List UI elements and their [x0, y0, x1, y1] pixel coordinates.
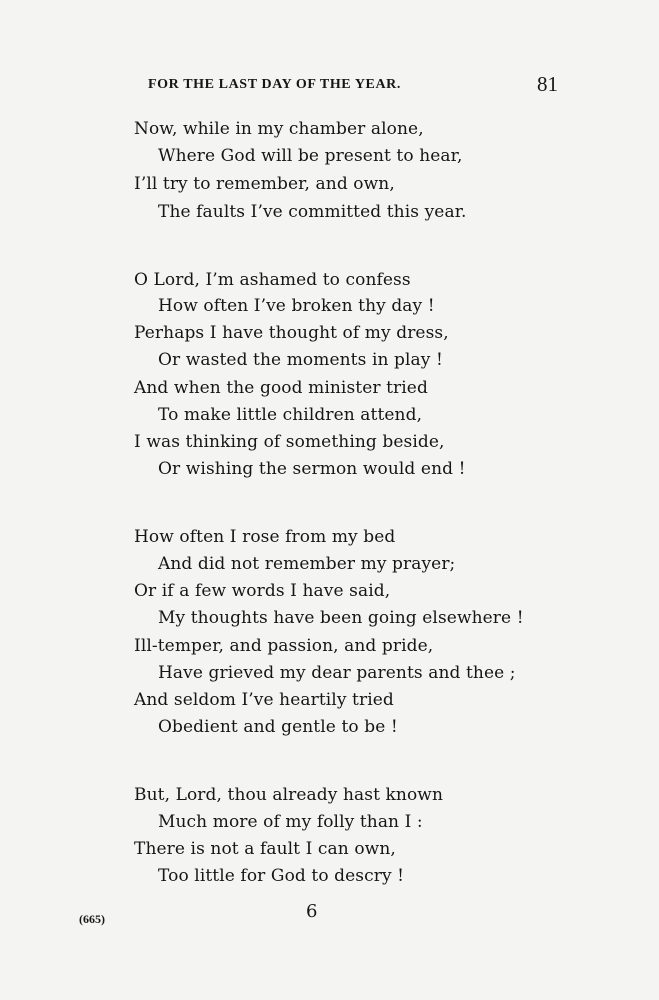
- poem-line: And seldom I’ve heartily tried: [134, 690, 394, 710]
- poem-line: And did not remember my prayer;: [158, 554, 456, 574]
- poem-line: And when the good minister tried: [134, 378, 428, 398]
- poem-line: There is not a fault I can own,: [134, 839, 396, 859]
- poem-line: Have grieved my dear parents and thee ;: [158, 663, 516, 683]
- poem-line: Where God will be present to hear,: [158, 146, 463, 166]
- poem-line: The faults I’ve committed this year.: [158, 202, 467, 222]
- running-header: FOR THE LAST DAY OF THE YEAR.: [148, 77, 401, 92]
- page-number: 81: [537, 72, 558, 96]
- poem-line: I’ll try to remember, and own,: [134, 174, 395, 194]
- poem-line: To make little children attend,: [158, 405, 423, 425]
- poem-line: Much more of my folly than I :: [158, 812, 423, 832]
- poem-line: Obedient and gentle to be !: [158, 717, 398, 737]
- poem-line: I was thinking of something beside,: [134, 432, 445, 452]
- poem-line: Ill-temper, and passion, and pride,: [134, 636, 434, 656]
- poem-line: Or wishing the sermon would end !: [158, 459, 466, 479]
- poem-line: Or wasted the moments in play !: [158, 350, 443, 370]
- poem-line: Too little for God to descry !: [158, 866, 405, 886]
- poem-line: How often I’ve broken thy day !: [158, 296, 435, 316]
- poem-line: Now, while in my chamber alone,: [134, 119, 424, 139]
- signature-mark: 6: [306, 901, 318, 922]
- printer-signature-code: (665): [79, 912, 105, 926]
- poem-line: My thoughts have been going elsewhere !: [158, 608, 524, 628]
- poem-line: But, Lord, thou already hast known: [134, 785, 444, 805]
- poem-line: Perhaps I have thought of my dress,: [134, 323, 449, 343]
- poem-line: O Lord, I’m ashamed to confess: [134, 270, 411, 290]
- poem-line: How often I rose from my bed: [134, 527, 396, 547]
- poem-line: Or if a few words I have said,: [134, 581, 391, 601]
